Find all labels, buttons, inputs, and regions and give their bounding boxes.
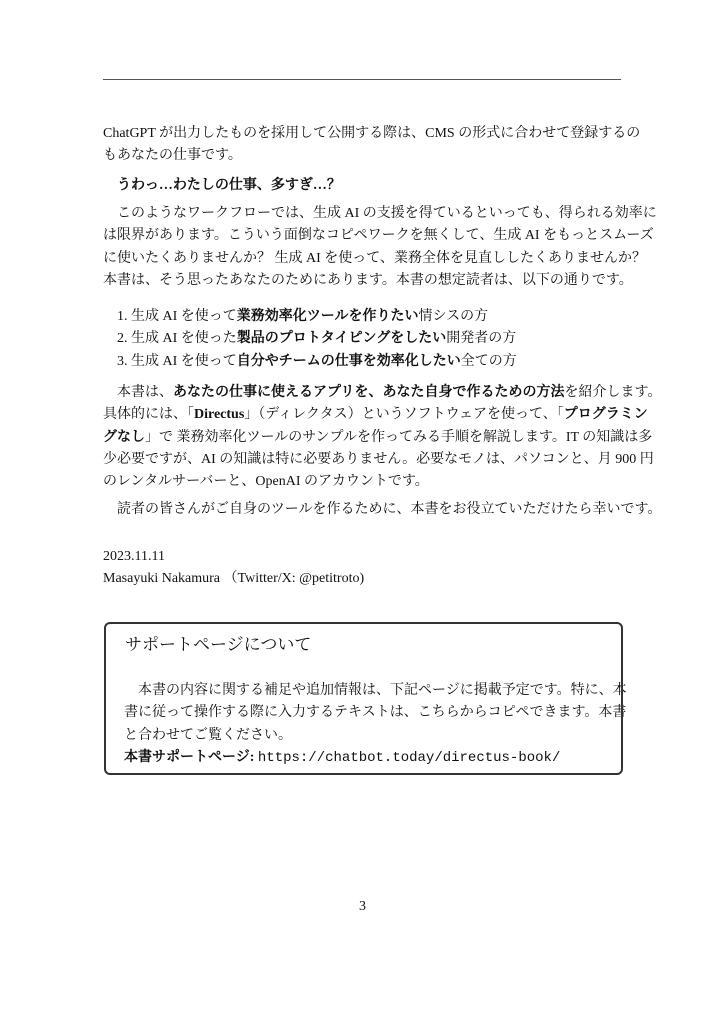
purpose-paragraph-line	[103, 451, 654, 469]
reader-list-line	[103, 308, 488, 326]
text: 情シスの方	[418, 309, 489, 324]
text: のレンタルサーバーと、OpenAI のアカウントです。	[103, 474, 429, 490]
reader-list-line	[103, 353, 517, 371]
bold-text: グなし	[103, 429, 145, 445]
text: ChatGPT が出力したものを採用して公開する際は、CMS の形式に合わせて登録するの	[103, 126, 641, 141]
text: 2. 生成 AI を使った	[103, 331, 237, 347]
bold-text: 本書サポートページ:	[124, 749, 258, 765]
workflow-paragraph-line	[103, 227, 654, 245]
bold-text: プログラミン	[563, 407, 648, 423]
text: 書に従って操作する際に入力するテキストは、こちらからコピペできます。本書	[124, 705, 627, 721]
bold-text: Directus	[194, 407, 245, 423]
text: もあなたの仕事です。	[103, 148, 242, 164]
bold-text: 自分やチームの仕事を効率化したい	[236, 353, 461, 369]
workflow-paragraph-line	[103, 250, 646, 268]
support-box-title: サポートページについて	[125, 635, 312, 655]
text: 読者の皆さんがご自身のツールを作るために、本書をお役立ていただけたら幸いです。	[103, 502, 662, 517]
text: に使いたくありませんか？ 生成 AI を使って、業務全体を見直ししたくありませんか？	[103, 250, 646, 266]
text: 全ての方	[460, 353, 517, 369]
intro-paragraph-line	[103, 147, 242, 165]
purpose-paragraph-line	[103, 473, 429, 491]
text: このようなワークフローでは、生成 AI の支援を得ているといっても、得られる効率に	[103, 206, 657, 221]
text: 」で 業務効率化ツールのサンプルを作ってみる手順を解説します。IT の知識は多	[145, 429, 653, 445]
text: 1. 生成 AI を使って	[103, 309, 237, 324]
page-number: 3	[359, 899, 366, 914]
bold-text: うわっ…わたしの仕事、多すぎ…？	[103, 178, 341, 193]
header-rule	[103, 79, 621, 80]
purpose-paragraph-line	[103, 384, 661, 402]
reader-list-line	[103, 330, 516, 348]
closing-paragraph-line	[103, 501, 661, 519]
text: は限界があります。こういう面倒なコピペワークを無くして、生成 AI をもっとスムーズ	[103, 228, 654, 244]
signature-line	[103, 570, 364, 588]
text: を紹介します。	[564, 385, 662, 400]
intro-paragraph-line	[103, 125, 640, 143]
support-page-url[interactable]: https://chatbot.today/directus-book/	[257, 749, 561, 766]
text: 開発者の方	[446, 331, 517, 347]
text: Masayuki Nakamura （Twitter/X: @petitroto)	[103, 571, 365, 587]
purpose-paragraph-line	[103, 406, 648, 424]
text: 本書は、そう思ったあなたのためにあります。本書の想定読者は、以下の通りです。	[103, 272, 633, 288]
workflow-paragraph-line	[103, 272, 633, 290]
text: 具体的には、「	[103, 407, 194, 423]
text: と合わせてご覧ください。	[124, 727, 292, 743]
text: 少必要ですが、AI の知識は特に必要ありません。必要なモノは、パソコンと、月 900 円	[103, 451, 654, 467]
bold-text: 製品のプロトタイピングをしたい	[236, 331, 447, 347]
text: 本書は、	[103, 385, 173, 400]
text: 」（ディレクタス）というソフトウェアを使って、「	[244, 407, 564, 423]
bold-text: あなたの仕事に使えるアプリを、あなた自身で作るための方法	[173, 385, 565, 400]
text: 2023.11.11	[103, 549, 165, 564]
text: 本書の内容に関する補足や追加情報は、下記ページに掲載予定です。特に、本	[124, 683, 627, 698]
purpose-paragraph-line	[103, 429, 652, 447]
signature-line	[103, 548, 165, 566]
text: 3. 生成 AI を使って	[103, 353, 237, 369]
bold-text: 業務効率化ツールを作りたい	[236, 309, 419, 324]
exclamation-line	[103, 177, 341, 195]
workflow-paragraph-line	[103, 205, 657, 223]
